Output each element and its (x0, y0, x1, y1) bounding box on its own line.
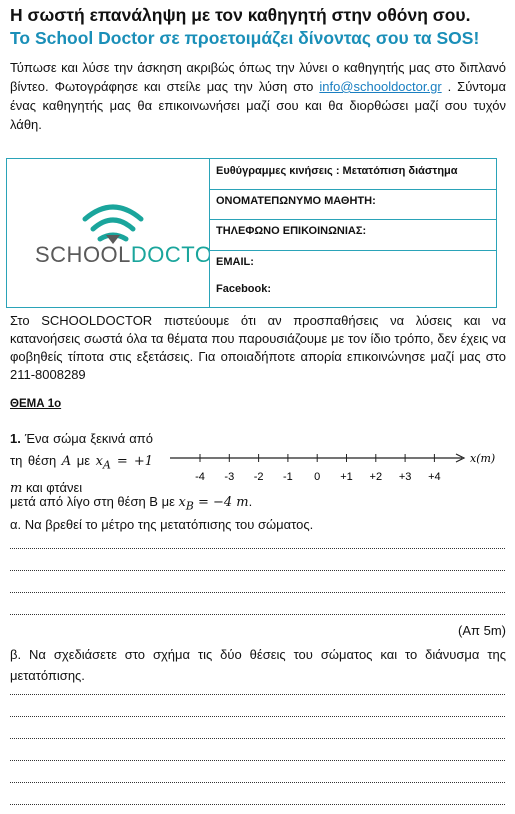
intro-text: Τύπωσε και λύσε την άσκηση ακριβώς όπως την λύνει ο καθηγητής μας στο διπλανό βίντεο. Φωτογράφησε και στείλε μας την λύση στο info@schooldoctor.gr . Σύντομα ένας καθηγητής μας θα επικοινωνήσει μαζί σου και θα διορθώσει μαζί σου τυχόν λάθη. (10, 60, 506, 132)
section-title: ΘΕΜΑ 1ο (10, 398, 62, 410)
tick-label: -1 (283, 471, 293, 483)
email-field[interactable]: EMAIL: (216, 256, 254, 268)
score-label: (Απ 5m) (458, 623, 506, 638)
tick-label: -3 (224, 471, 235, 483)
question-text-cont: μετά από λίγο στη θέση Β με $x_B = -4$ m. (10, 494, 253, 513)
info-paragraph: Στο SCHOOLDOCTOR πιστεύουμε ότι αν προσπαθήσεις να λύσεις και να κατανοήσεις σωστά όλα τα θέματα που παρουσιάζουμε με τον ίδιο τρόπο, δεν έχεις να φοβηθείς τίποτα στις εξετάσεις. Για οποιαδήποτε απορία επικοινώνησε μαζί μας στο 211-8008289 (10, 313, 506, 382)
tick-label: +1 (340, 471, 353, 483)
part-a: α. Να βρεθεί το μέτρο της μετατόπισης του σώματος. (10, 517, 314, 532)
tick-label: +3 (398, 471, 412, 483)
answer-line[interactable] (10, 548, 505, 549)
student-info-form (6, 158, 497, 308)
question-text: 1. Ένα σώμα ξεκινά από τη θέση A με $x_A = +1$ m και φτάνει (10, 431, 153, 496)
header-subtitle: Το School Doctor σε προετοιμάζει δίνοντας σου τα SOS! (10, 28, 480, 48)
tick-label: +2 (369, 471, 383, 483)
tick-label: +4 (428, 471, 441, 483)
email-link[interactable]: info@schooldoctor.gr (319, 79, 442, 94)
header-title: Η σωστή επανάληψη με τον καθηγητή στην οθόνη σου. (10, 5, 471, 25)
tick-label: -2 (253, 471, 264, 483)
student-name-field[interactable]: ΟΝΟΜΑΤΕΠΩΝΥΜΟ ΜΑΘΗΤΗ: (210, 190, 496, 220)
answer-line[interactable] (10, 614, 505, 615)
phone-field[interactable]: ΤΗΛΕΦΩΝΟ ΕΠΙΚΟΙΝΩΝΙΑΣ: (210, 220, 496, 251)
tick-label: 0 (314, 471, 321, 483)
tick-label: -4 (195, 471, 205, 483)
answer-line[interactable] (10, 804, 505, 805)
wifi-icon (85, 207, 141, 244)
facebook-field[interactable]: Facebook: (216, 283, 272, 295)
answer-line[interactable] (10, 760, 505, 761)
part-b: β. Να σχεδιάσετε στο σχήμα τις δύο θέσεις του σώματος και το διάνυσμα της μετατόπισης. (10, 647, 506, 683)
schooldoctor-logo (7, 159, 209, 307)
logo-cell (7, 159, 210, 307)
answer-line[interactable] (10, 782, 505, 783)
axis-label: x(m) (470, 452, 496, 465)
answer-line[interactable] (10, 716, 505, 717)
answer-line[interactable] (10, 694, 505, 695)
logo-wordmark: SCHOOLDOCTO (35, 242, 209, 267)
number-line (170, 446, 505, 486)
answer-line[interactable] (10, 738, 505, 739)
answer-line[interactable] (10, 570, 505, 571)
answer-line[interactable] (10, 592, 505, 593)
topic-row: Ευθύγραμμες κινήσεις : Μετατόπιση διάστημα (210, 159, 496, 190)
